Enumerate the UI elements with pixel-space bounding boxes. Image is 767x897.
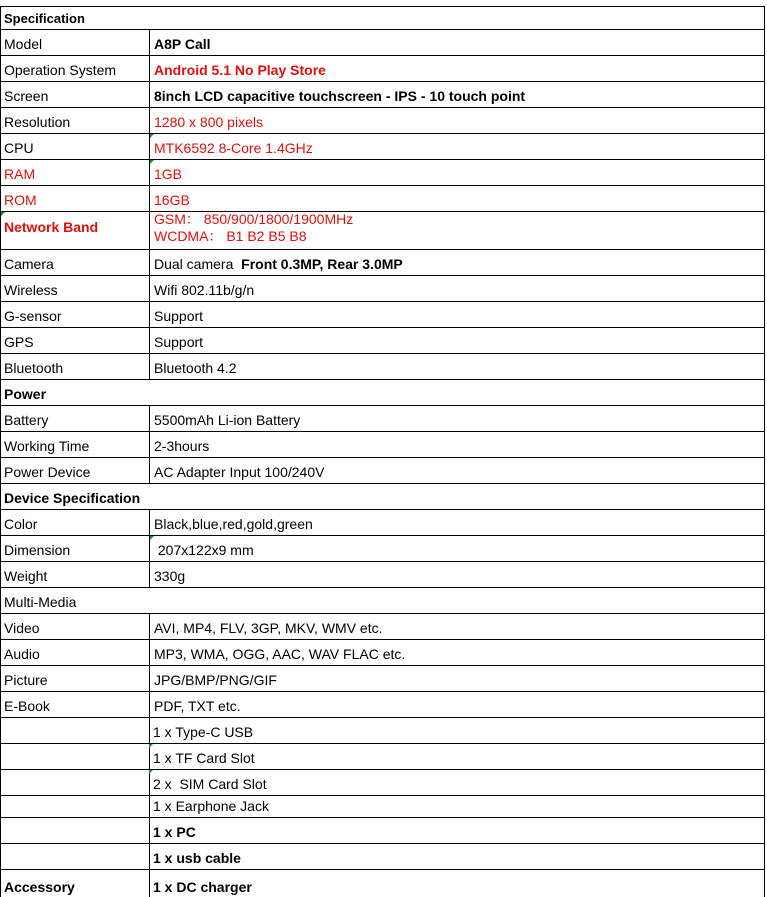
spec-value: 330g	[154, 568, 186, 584]
port-row	[0, 744, 765, 770]
spec-label: Network Band	[4, 219, 99, 235]
spec-row-screen	[0, 82, 765, 108]
accessory-row	[0, 844, 765, 870]
network-wcdma: WCDMA： B1 B2 B5 B8	[154, 228, 307, 244]
cell-comment-marker	[1, 212, 5, 216]
spec-row-video	[0, 614, 765, 640]
section-header-device	[0, 484, 765, 510]
accessory-row	[0, 818, 765, 844]
spec-row-network-band	[0, 212, 765, 250]
cell-comment-marker	[150, 134, 154, 138]
spec-value: A8P Call	[154, 36, 211, 52]
section-title: Multi-Media	[4, 594, 77, 610]
cell-comment-marker	[149, 770, 153, 774]
spec-row-wireless	[0, 276, 765, 302]
spec-label: RAM	[4, 166, 36, 182]
spec-value: AVI, MP4, FLV, 3GP, MKV, WMV etc.	[154, 620, 383, 636]
spec-value: 16GB	[154, 192, 190, 208]
spec-value: 1280 x 800 pixels	[154, 114, 263, 130]
spec-value: Bluetooth 4.2	[154, 360, 237, 376]
spec-row-battery	[0, 406, 765, 432]
spec-value: Support	[154, 334, 204, 350]
spec-value: 207x122x9 mm	[154, 542, 254, 558]
spec-label: GPS	[4, 334, 34, 350]
spec-label: Weight	[4, 568, 48, 584]
spec-label: Video	[4, 620, 40, 636]
spec-value: 5500mAh Li-ion Battery	[154, 412, 301, 428]
spec-value: Wifi 802.11b/g/n	[154, 282, 255, 298]
spec-row-working-time	[0, 432, 765, 458]
spec-row-cpu	[0, 134, 765, 160]
camera-detail: Front 0.3MP, Rear 3.0MP	[241, 256, 403, 272]
spec-row-gps	[0, 328, 765, 354]
accessory-item: 1 x DC charger	[153, 879, 252, 895]
spec-label: Bluetooth	[4, 360, 64, 376]
spec-value: Support	[154, 308, 204, 324]
spec-row-color	[0, 510, 765, 536]
spec-label: Operation System	[4, 62, 117, 78]
spec-value: MTK6592 8-Core 1.4GHz	[154, 140, 313, 156]
spec-row-dimension	[0, 536, 765, 562]
spec-row-rom	[0, 186, 765, 212]
spec-value: AC Adapter Input 100/240V	[154, 464, 325, 480]
port-row	[0, 718, 765, 744]
spec-value: Black,blue,red,gold,green	[154, 516, 313, 532]
spec-label: Audio	[4, 646, 40, 662]
accessory-row	[0, 870, 765, 897]
spec-label: Model	[4, 36, 43, 52]
spec-label: Resolution	[4, 114, 71, 130]
spec-label: G-sensor	[4, 308, 62, 324]
section-header-specification	[0, 6, 765, 30]
spec-label: Battery	[4, 412, 49, 428]
camera-prefix: Dual camera	[154, 256, 242, 272]
spec-row-weight	[0, 562, 765, 588]
section-title: Power	[4, 386, 47, 402]
network-gsm: GSM： 850/900/1800/1900MHz	[154, 211, 354, 227]
spec-row-power-device	[0, 458, 765, 484]
cell-comment-marker	[150, 160, 154, 164]
spec-label: Picture	[4, 672, 48, 688]
port-item: 1 x TF Card Slot	[153, 750, 255, 766]
section-header-multimedia	[0, 588, 765, 614]
spec-value: Android 5.1 No Play Store	[154, 62, 326, 78]
port-item: 1 x Type-C USB	[153, 724, 254, 740]
spec-label: E-Book	[4, 698, 50, 714]
spec-row-bluetooth	[0, 354, 765, 380]
spec-value: 8inch LCD capacitive touchscreen - IPS - 10 touch point	[154, 88, 526, 104]
spec-label: Color	[4, 516, 38, 532]
spec-label: Screen	[4, 88, 49, 104]
spec-label: Wireless	[4, 282, 58, 298]
accessory-label: Accessory	[4, 879, 75, 895]
port-row	[0, 796, 765, 818]
spec-label: Dimension	[4, 542, 71, 558]
spec-row-model	[0, 30, 765, 56]
spec-row-camera	[0, 250, 765, 276]
port-item: 2 x SIM Card Slot	[153, 776, 267, 792]
spec-row-ebook	[0, 692, 765, 718]
section-title: Device Specification	[4, 490, 141, 506]
spec-row-picture	[0, 666, 765, 692]
port-item: 1 x Earphone Jack	[153, 798, 269, 814]
spec-row-ram	[0, 160, 765, 186]
cell-comment-marker	[149, 744, 153, 748]
spec-row-g-sensor	[0, 302, 765, 328]
spec-row-audio	[0, 640, 765, 666]
spec-row-resolution	[0, 108, 765, 134]
spec-value: 1GB	[154, 166, 183, 182]
spec-label: ROM	[4, 192, 37, 208]
accessory-item: 1 x PC	[153, 824, 196, 840]
accessory-item: 1 x usb cable	[153, 850, 241, 866]
section-title: Specification	[4, 11, 85, 26]
spec-value: PDF, TXT etc.	[154, 698, 241, 714]
cell-comment-marker	[150, 536, 154, 540]
spec-value: 2-3hours	[154, 438, 210, 454]
section-header-power	[0, 380, 765, 406]
spec-row-operation-system	[0, 56, 765, 82]
spec-value: JPG/BMP/PNG/GIF	[154, 672, 277, 688]
spec-value	[154, 256, 403, 272]
spec-value: MP3, WMA, OGG, AAC, WAV FLAC etc.	[154, 646, 406, 662]
spec-label: Power Device	[4, 464, 91, 480]
spec-label: Camera	[4, 256, 54, 272]
spec-label: Working Time	[4, 438, 90, 454]
spec-label: CPU	[4, 140, 34, 156]
port-row	[0, 770, 765, 796]
